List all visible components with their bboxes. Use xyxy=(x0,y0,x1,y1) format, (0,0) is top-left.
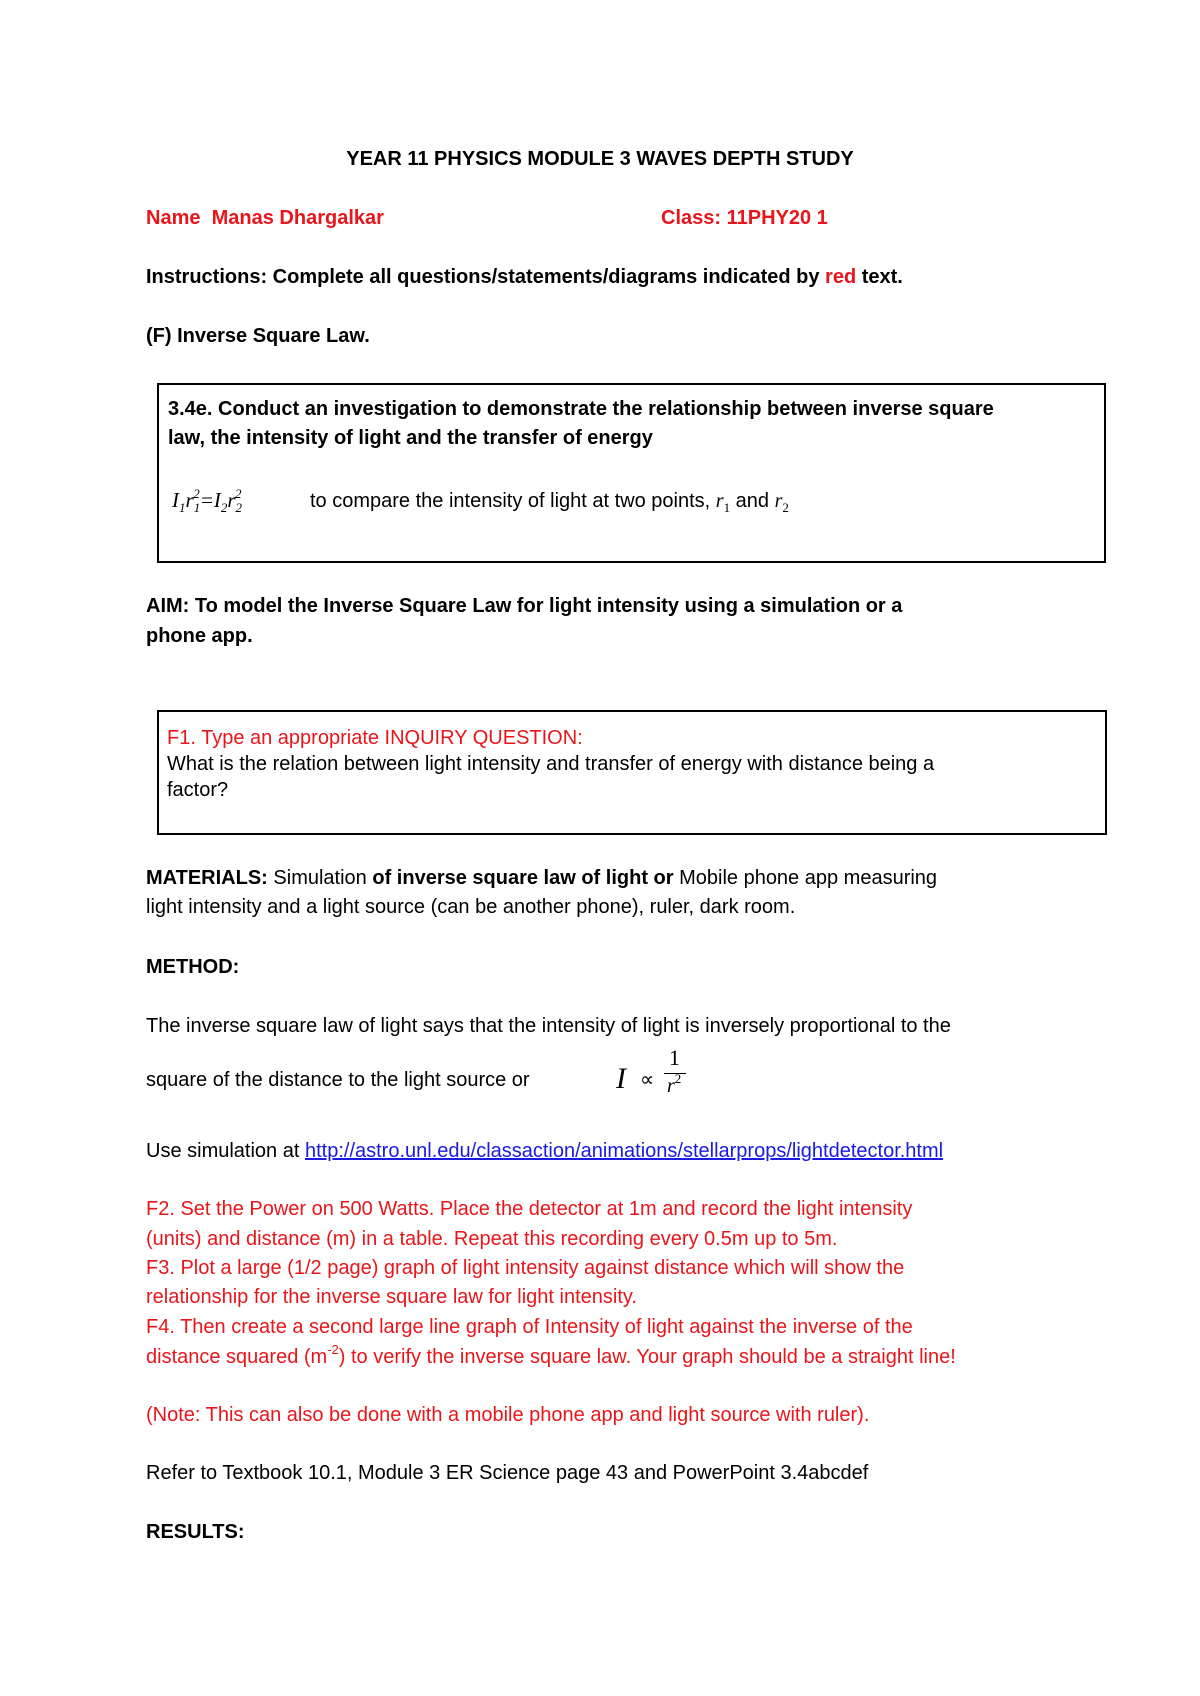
note-line: (Note: This can also be done with a mobile phone app and light source with ruler). xyxy=(146,1404,870,1426)
refer-line: Refer to Textbook 10.1, Module 3 ER Science page 43 and PowerPoint 3.4abcdef xyxy=(146,1462,869,1484)
results-label: RESULTS: xyxy=(146,1521,245,1543)
method-line-1: The inverse square law of light says that the intensity of light is inversely proportional to the xyxy=(146,1015,951,1037)
class-field xyxy=(661,207,828,230)
compare-text-body: to compare the intensity of light at two points, xyxy=(310,490,711,512)
materials-label: MATERIALS: xyxy=(146,867,268,889)
materials-text-3: Mobile phone app measuring xyxy=(679,867,938,889)
proportionality-formula xyxy=(612,1045,692,1105)
compare-text xyxy=(310,490,789,513)
f4-line-2-start: distance squared (m xyxy=(146,1346,328,1368)
syllabus-line-1: 3.4e. Conduct an investigation to demonstrate the relationship between inverse square xyxy=(168,398,994,420)
syllabus-line-2: law, the intensity of light and the transfer of energy xyxy=(168,427,653,449)
name-label: Name xyxy=(146,207,201,229)
student-name: Manas Dhargalkar xyxy=(211,207,384,229)
instructions xyxy=(146,266,903,289)
instructions-suffix: text. xyxy=(861,266,903,288)
f2-line-1: F2. Set the Power on 500 Watts. Place the detector at 1m and record the light intensity xyxy=(146,1198,913,1220)
and-text: and xyxy=(735,490,770,512)
inquiry-answer-line-2[interactable]: factor? xyxy=(167,779,229,801)
f3-line-2: relationship for the inverse square law for light intensity. xyxy=(146,1286,637,1308)
inquiry-prompt: F1. Type an appropriate INQUIRY QUESTION: xyxy=(167,727,583,749)
method-line-2: square of the distance to the light source or xyxy=(146,1069,530,1091)
materials-text-1: Simulation xyxy=(273,867,367,889)
aim-line-1: AIM: To model the Inverse Square Law for light intensity using a simulation or a xyxy=(146,595,903,617)
instructions-red-word: red xyxy=(825,266,857,288)
inquiry-answer-line-1[interactable]: What is the relation between light intensity and transfer of energy with distance being a xyxy=(167,753,935,775)
f4-line-2-end: ) to verify the inverse square law. Your graph should be a straight line! xyxy=(338,1346,956,1368)
materials-line-1 xyxy=(146,867,937,890)
name-field xyxy=(146,207,384,230)
class-value: 11PHY20 1 xyxy=(726,207,828,229)
method-label: METHOD: xyxy=(146,956,240,978)
materials-text-2: of inverse square law of light or xyxy=(372,867,674,889)
denominator-r-squared: $r^2$ xyxy=(667,1071,682,1097)
r2-symbol: $r_2$ xyxy=(774,490,789,515)
numerator-one: 1 xyxy=(669,1045,680,1070)
simulation-prefix: Use simulation at xyxy=(146,1140,300,1162)
section-heading: (F) Inverse Square Law. xyxy=(146,325,370,347)
page-title: YEAR 11 PHYSICS MODULE 3 WAVES DEPTH STUDY xyxy=(346,148,854,170)
instructions-text: Instructions: Complete all questions/statements/diagrams indicated by xyxy=(146,266,820,288)
f4-line-2 xyxy=(146,1342,956,1369)
inverse-square-equation: $I_1r_1^2=I_2r_2^2$ xyxy=(172,486,243,515)
proportional-symbol: ∝ xyxy=(640,1069,655,1091)
simulation-link[interactable]: http://astro.unl.edu/classaction/animations/stellarprops/lightdetector.html xyxy=(304,1140,944,1162)
intensity-symbol: I xyxy=(616,1062,626,1095)
f3-line-1: F3. Plot a large (1/2 page) graph of light intensity against distance which will show the xyxy=(146,1257,905,1279)
simulation-line xyxy=(146,1140,943,1163)
class-label: Class: xyxy=(661,207,722,229)
f4-superscript: -2 xyxy=(327,1342,339,1357)
f2-line-2: (units) and distance (m) in a table. Repeat this recording every 0.5m up to 5m. xyxy=(146,1228,838,1250)
aim-line-2: phone app. xyxy=(146,625,253,647)
f4-line-1: F4. Then create a second large line graph of Intensity of light against the inverse of the xyxy=(146,1316,913,1338)
r1-symbol: $r_1$ xyxy=(715,490,731,515)
materials-line-2: light intensity and a light source (can be another phone), ruler, dark room. xyxy=(146,896,796,918)
